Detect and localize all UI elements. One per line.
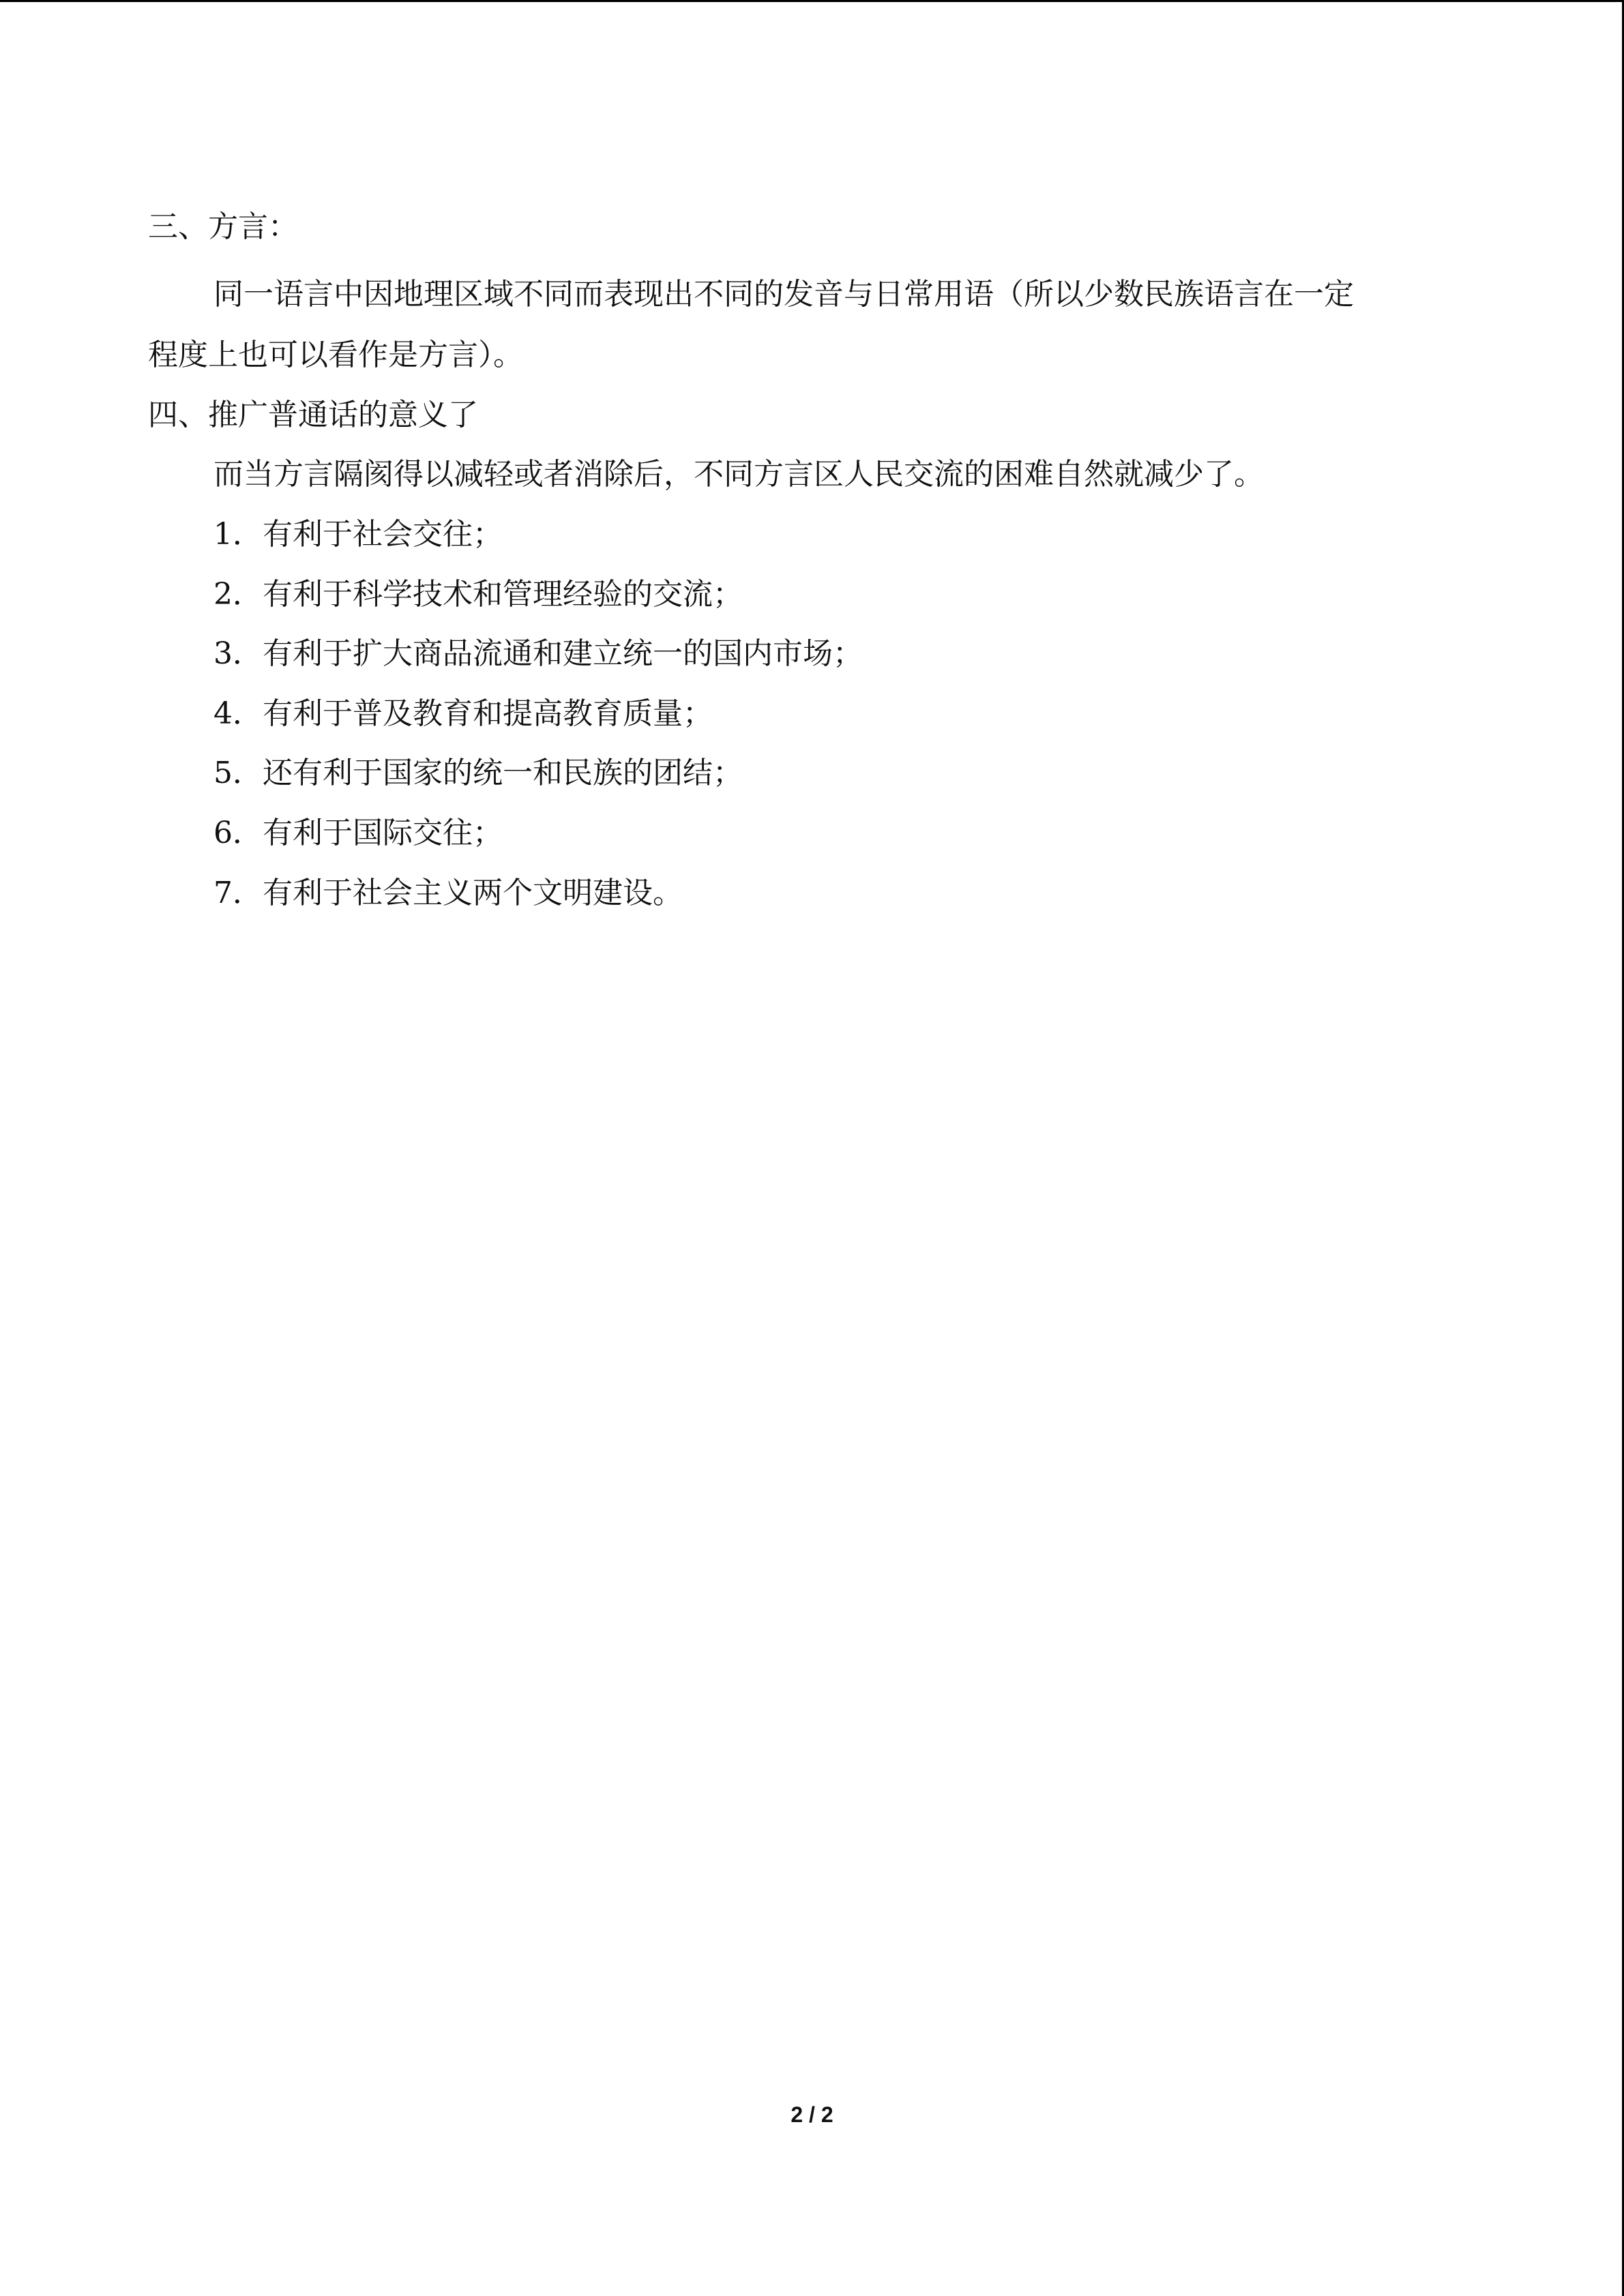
- page-number: 2 / 2: [791, 2102, 833, 2127]
- list-item: 4．有利于普及教育和提高教育质量；: [213, 696, 713, 731]
- section-3-paragraph-line-2: 程度上也可以看作是方言）。: [148, 338, 523, 372]
- list-item: 5．还有利于国家的统一和民族的团结；: [213, 756, 743, 790]
- section-4-intro: 而当方言隔阂得以减轻或者消除后，不同方言区人民交流的困难自然就减少了。: [213, 457, 1264, 492]
- list-item: 6．有利于国际交往；: [213, 816, 503, 850]
- section-3-paragraph-line-1: 同一语言中因地理区域不同而表现出不同的发音与日常用语（所以少数民族语言在一定: [213, 277, 1354, 312]
- section-3-heading: 三、方言：: [148, 209, 298, 244]
- list-item: 3．有利于扩大商品流通和建立统一的国内市场；: [213, 636, 863, 671]
- list-item: 7．有利于社会主义两个文明建设。: [213, 876, 683, 910]
- section-4-heading: 四、推广普通话的意义了: [148, 398, 478, 432]
- list-item: 2．有利于科学技术和管理经验的交流；: [213, 577, 743, 612]
- list-item: 1．有利于社会交往；: [213, 517, 503, 552]
